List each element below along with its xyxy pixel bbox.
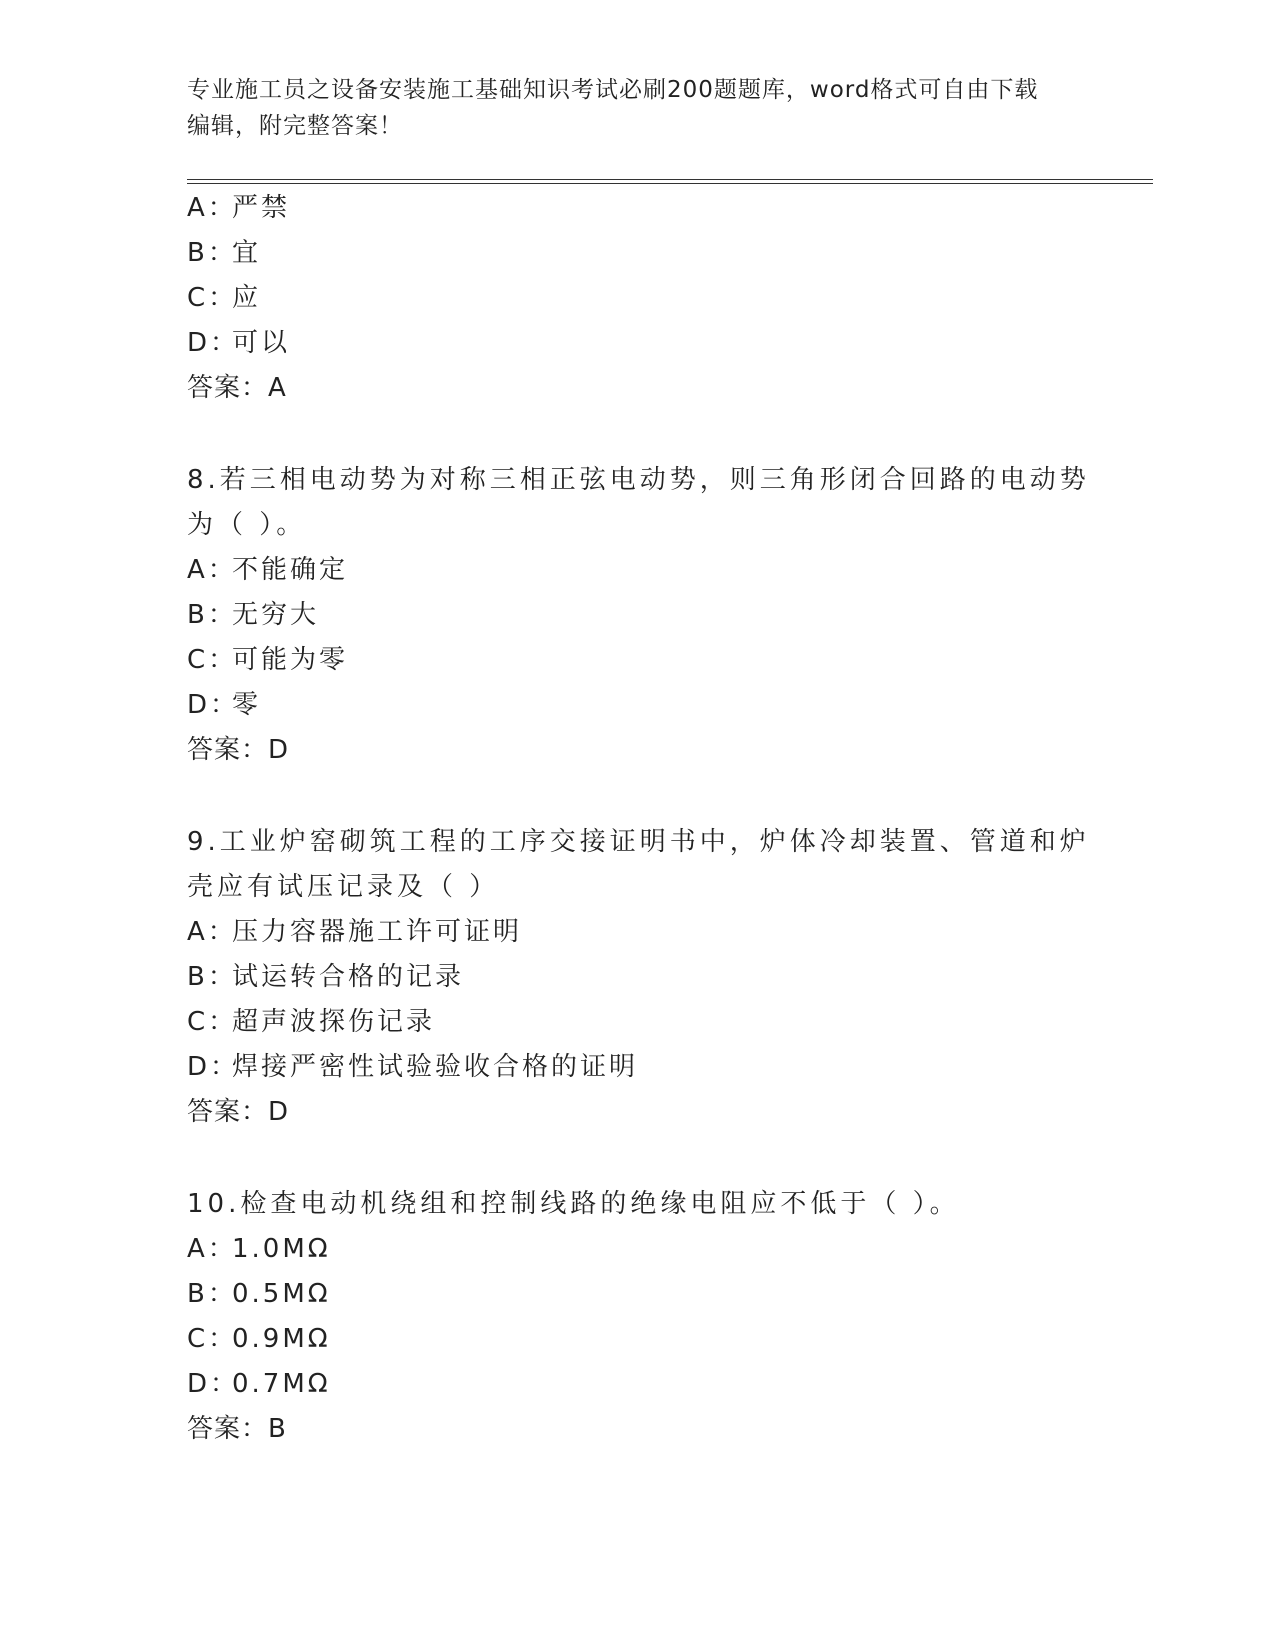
question-10 xyxy=(187,1182,1087,1452)
option-text: 可以 xyxy=(232,328,291,358)
option-d xyxy=(187,321,1087,366)
option-text: 压力容器施工许可证明 xyxy=(232,917,523,947)
option-a xyxy=(187,1227,1087,1272)
option-text: 试运转合格的记录 xyxy=(232,962,465,992)
question-stem-line-2: 为（ ）。 xyxy=(187,510,307,540)
question-stem-line-1: 10.检查电动机绕组和控制线路的绝缘电阻应不低于（ ）。 xyxy=(187,1189,960,1219)
option-a xyxy=(187,548,1087,593)
option-label: C： xyxy=(187,283,238,313)
answer-line: 答案：D xyxy=(187,735,290,765)
option-text: 0.9MΩ xyxy=(232,1324,331,1354)
question-stem-line-2: 壳应有试压记录及（ ） xyxy=(187,872,500,902)
option-c xyxy=(187,1000,1087,1045)
option-label: D： xyxy=(187,690,240,720)
option-a xyxy=(187,186,1087,231)
option-text: 0.7MΩ xyxy=(232,1369,331,1399)
question-7-continuation xyxy=(187,186,1087,411)
option-text: 无穷大 xyxy=(232,600,320,630)
option-label: B： xyxy=(187,238,237,268)
option-b xyxy=(187,231,1087,276)
header-title-line-2: 编辑，附完整答案！ xyxy=(187,113,403,139)
option-a xyxy=(187,910,1087,955)
option-label: B： xyxy=(187,1279,237,1309)
option-c xyxy=(187,276,1087,321)
option-label: B： xyxy=(187,600,237,630)
header-divider-bottom xyxy=(187,183,1153,184)
option-label: C： xyxy=(187,1324,238,1354)
option-text: 超声波探伤记录 xyxy=(232,1007,436,1037)
header-divider-top xyxy=(187,179,1153,180)
answer-line: 答案：B xyxy=(187,1414,287,1444)
answer-line: 答案：A xyxy=(187,373,287,403)
question-list xyxy=(187,186,1090,1452)
option-label: B： xyxy=(187,962,237,992)
document-header xyxy=(187,72,1077,144)
option-label: D： xyxy=(187,1052,240,1082)
option-label: A： xyxy=(187,917,237,947)
option-c xyxy=(187,1317,1087,1362)
option-label: C： xyxy=(187,645,238,675)
option-b xyxy=(187,1272,1087,1317)
header-title-line-1: 专业施工员之设备安装施工基础知识考试必刷200题题库，word格式可自由下载 xyxy=(187,77,1039,103)
option-d xyxy=(187,683,1087,728)
question-8 xyxy=(187,458,1090,773)
option-text: 宜 xyxy=(232,238,262,268)
option-text: 可能为零 xyxy=(232,645,349,675)
option-label: D： xyxy=(187,1369,240,1399)
option-d xyxy=(187,1362,1087,1407)
option-label: A： xyxy=(187,1234,237,1264)
option-text: 应 xyxy=(232,283,262,313)
question-9 xyxy=(187,820,1090,1135)
option-text: 0.5MΩ xyxy=(232,1279,331,1309)
option-text: 严禁 xyxy=(232,193,291,223)
option-text: 不能确定 xyxy=(232,555,349,585)
answer-line: 答案：D xyxy=(187,1097,290,1127)
option-label: A： xyxy=(187,555,237,585)
question-stem-line-1: 9.工业炉窑砌筑工程的工序交接证明书中，炉体冷却装置、管道和炉 xyxy=(187,827,1090,857)
option-label: A： xyxy=(187,193,237,223)
option-b xyxy=(187,593,1087,638)
option-label: C： xyxy=(187,1007,238,1037)
option-b xyxy=(187,955,1087,1000)
option-text: 焊接严密性试验验收合格的证明 xyxy=(232,1052,639,1082)
question-stem-line-1: 8.若三相电动势为对称三相正弦电动势，则三角形闭合回路的电动势 xyxy=(187,465,1090,495)
option-label: D： xyxy=(187,328,240,358)
option-c xyxy=(187,638,1087,683)
option-text: 1.0MΩ xyxy=(232,1234,331,1264)
option-text: 零 xyxy=(232,690,262,720)
option-d xyxy=(187,1045,1087,1090)
